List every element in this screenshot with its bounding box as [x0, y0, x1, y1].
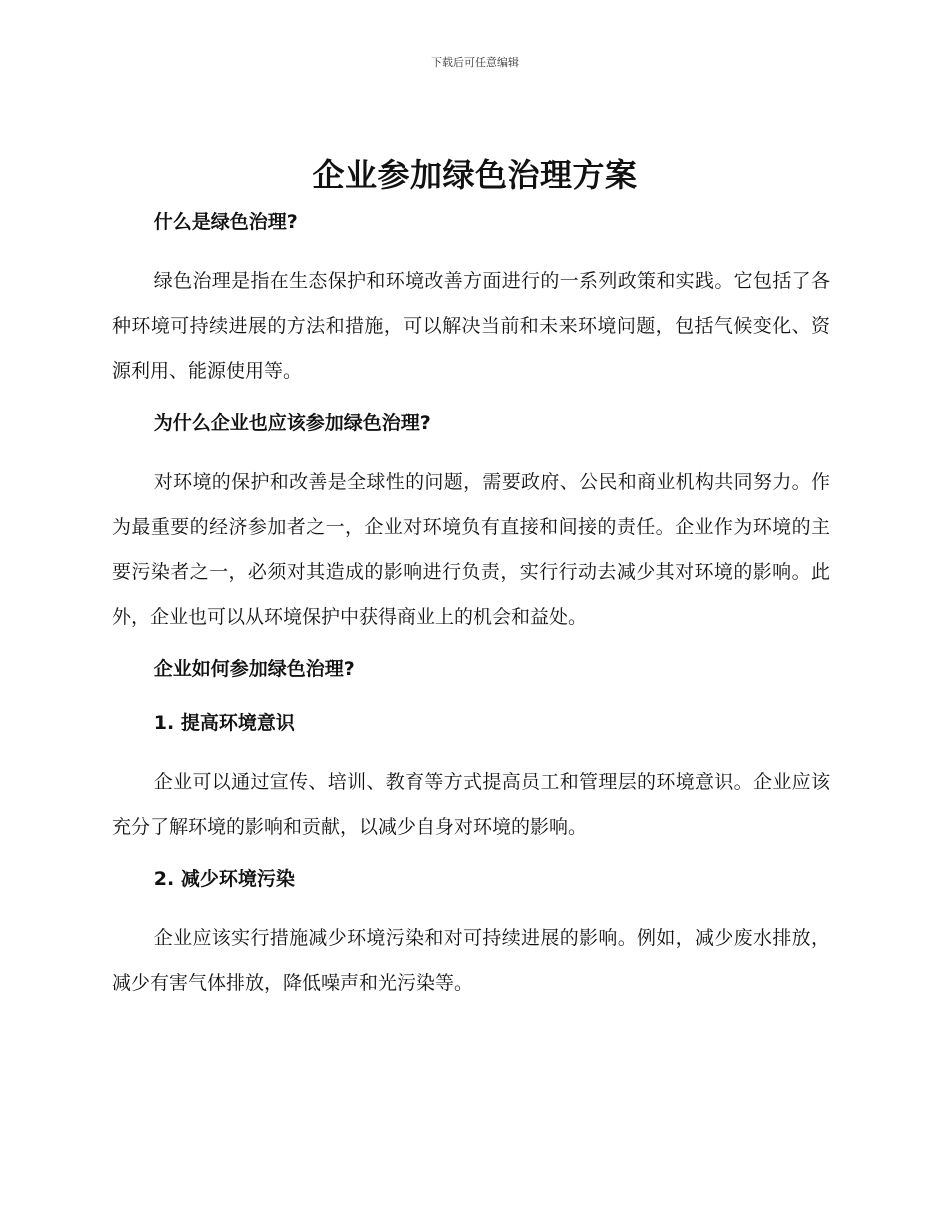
- section-why-participate: [112, 406, 830, 640]
- section-heading: 企业如何参加绿色治理?: [153, 658, 355, 680]
- section-raise-awareness: [112, 706, 830, 850]
- section-heading: 为什么企业也应该参加绿色治理?: [153, 412, 431, 434]
- header-note: 下载后可任意编辑: [431, 56, 519, 69]
- section-heading: 什么是绿色治理?: [153, 211, 298, 233]
- section-paragraph: 企业应该实行措施减少环境污染和对可持续进展的影响。例如，减少废水排放，减少有害气体排放，降低噪声和光污染等。: [112, 927, 830, 994]
- section-paragraph: 对环境的保护和改善是全球性的问题，需要政府、公民和商业机构共同努力。作为最重要的经济参加者之一，企业对环境负有直接和间接的责任。企业作为环境的主要污染者之一，必须对其造成的影响进行负责，实行行动去减少其对环境的影响。此外，企业也可以从环境保护中获得商业上的机会和益处。: [112, 471, 830, 628]
- document-title: 企业参加绿色治理方案: [312, 156, 638, 194]
- document-body: [112, 205, 830, 1018]
- section-reduce-pollution: [112, 862, 830, 1006]
- section-paragraph: 企业可以通过宣传、培训、教育等方式提高员工和管理层的环境意识。企业应该充分了解环境的影响和贡献，以减少自身对环境的影响。: [112, 771, 830, 838]
- section-heading: 2. 减少环境污染: [153, 868, 295, 890]
- section-paragraph: 绿色治理是指在生态保护和环境改善方面进行的一系列政策和实践。它包括了各种环境可持续进展的方法和措施，可以解决当前和未来环境问题，包括气候变化、资源利用、能源使用等。: [112, 270, 830, 382]
- section-how-participate: [112, 652, 830, 686]
- section-what-is-green-governance: [112, 205, 830, 394]
- section-heading: 1. 提高环境意识: [153, 712, 295, 734]
